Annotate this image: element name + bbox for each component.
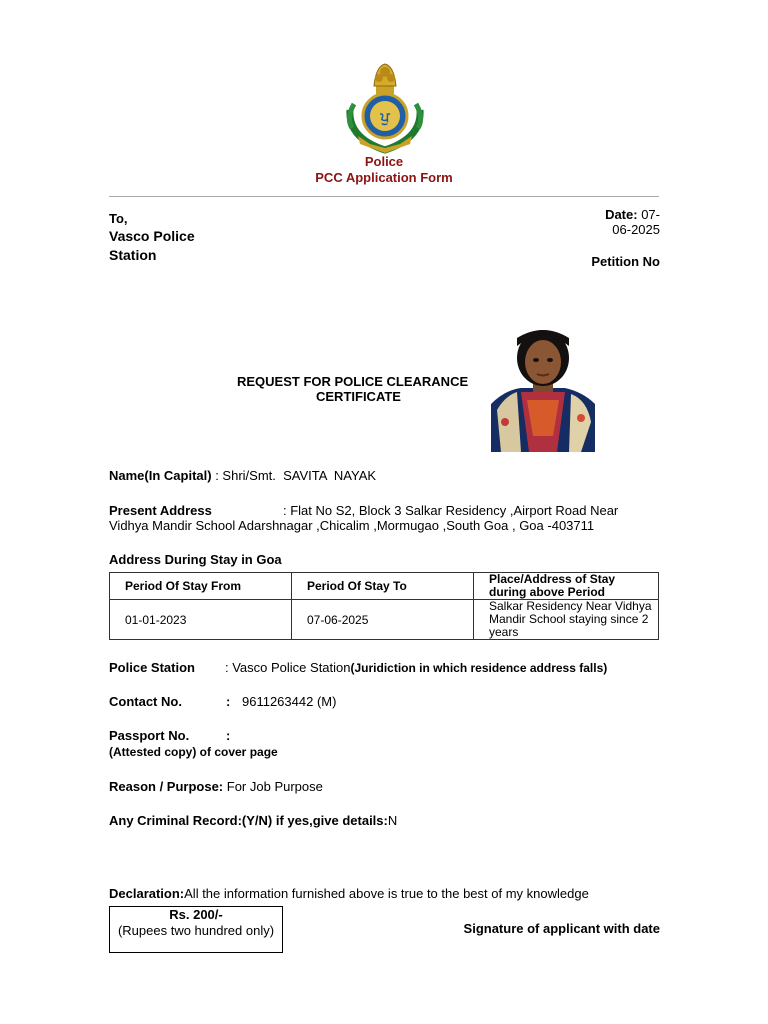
address-line-1: : Flat No S2, Block 3 Salkar Residency ,Airport Road Near <box>283 503 619 518</box>
passport-label: Passport No. <box>109 728 190 743</box>
contact-sep: : <box>226 694 231 709</box>
to-line-1: Vasco Police <box>109 228 195 244</box>
date-value-part2: 06-2025 <box>612 222 660 237</box>
reason-row <box>109 779 323 794</box>
police-emblem-logo <box>340 58 430 154</box>
request-title-line-2: CERTIFICATE <box>316 389 401 404</box>
contact-value: 9611263442 (M) <box>242 694 337 709</box>
col-stay-from: Period Of Stay From <box>110 573 292 600</box>
criminal-row <box>109 813 397 828</box>
ps-note: (Juridiction in which residence address falls) <box>350 661 608 675</box>
address-line-2: Vidhya Mandir School Adarshnagar ,Chicalim ,Mormugao ,South Goa , Goa -403711 <box>109 518 595 533</box>
criminal-value: N <box>387 813 398 828</box>
to-label: To, <box>109 211 128 226</box>
applicant-photo <box>491 326 595 452</box>
declaration-text: All the information furnished above is true to the best of my knowledge <box>184 886 589 901</box>
reason-label: Reason / Purpose: <box>109 779 224 794</box>
petition-label: Petition No <box>591 254 660 269</box>
table-row <box>110 600 659 640</box>
cell-stay-from: 01-01-2023 <box>110 600 292 640</box>
request-title-line-1: REQUEST FOR POLICE CLEARANCE <box>237 374 469 389</box>
form-title: PCC Application Form <box>315 170 453 185</box>
ps-value: : Vasco Police Station <box>225 660 351 675</box>
stay-table-header <box>110 573 659 600</box>
name-value: : Shri/Smt. SAVITA NAYAK <box>215 468 377 483</box>
ps-label <box>109 660 195 675</box>
ps-label-text: Police Station <box>109 660 195 675</box>
header-divider <box>109 196 659 197</box>
date-line-1 <box>605 207 660 222</box>
reason-value: For Job Purpose <box>226 779 323 794</box>
fee-words: (Rupees two hundred only) <box>117 923 275 938</box>
org-name: Police <box>364 154 404 169</box>
address-label: Present Address <box>109 503 212 518</box>
contact-label: Contact No. <box>109 694 182 709</box>
stay-table <box>109 572 659 640</box>
cell-stay-to: 07-06-2025 <box>292 600 474 640</box>
col-stay-place: Place/Address of Stay during above Period <box>474 573 659 600</box>
date-label: Date: <box>605 207 638 222</box>
date-value-part1: 07- <box>641 207 660 222</box>
fee-amount: Rs. 200/- <box>169 907 223 922</box>
name-label: Name(In Capital) <box>109 468 212 483</box>
signature-label: Signature of applicant with date <box>463 921 660 936</box>
passport-sep: : <box>226 728 231 743</box>
stay-heading: Address During Stay in Goa <box>109 552 282 567</box>
to-line-2: Station <box>109 247 157 263</box>
passport-note: (Attested copy) of cover page <box>109 745 278 759</box>
ps-row <box>225 660 607 675</box>
emblem-glyph: ਪੁ <box>380 110 390 126</box>
fee-box <box>109 906 283 953</box>
declaration-row <box>109 886 589 901</box>
criminal-label: Any Criminal Record:(Y/N) if yes,give details: <box>109 813 388 828</box>
cell-stay-place: Salkar Residency Near Vidhya Mandir School staying since 2 years <box>474 600 659 640</box>
name-row <box>109 468 376 483</box>
col-stay-to: Period Of Stay To <box>292 573 474 600</box>
declaration-label: Declaration: <box>109 886 185 901</box>
